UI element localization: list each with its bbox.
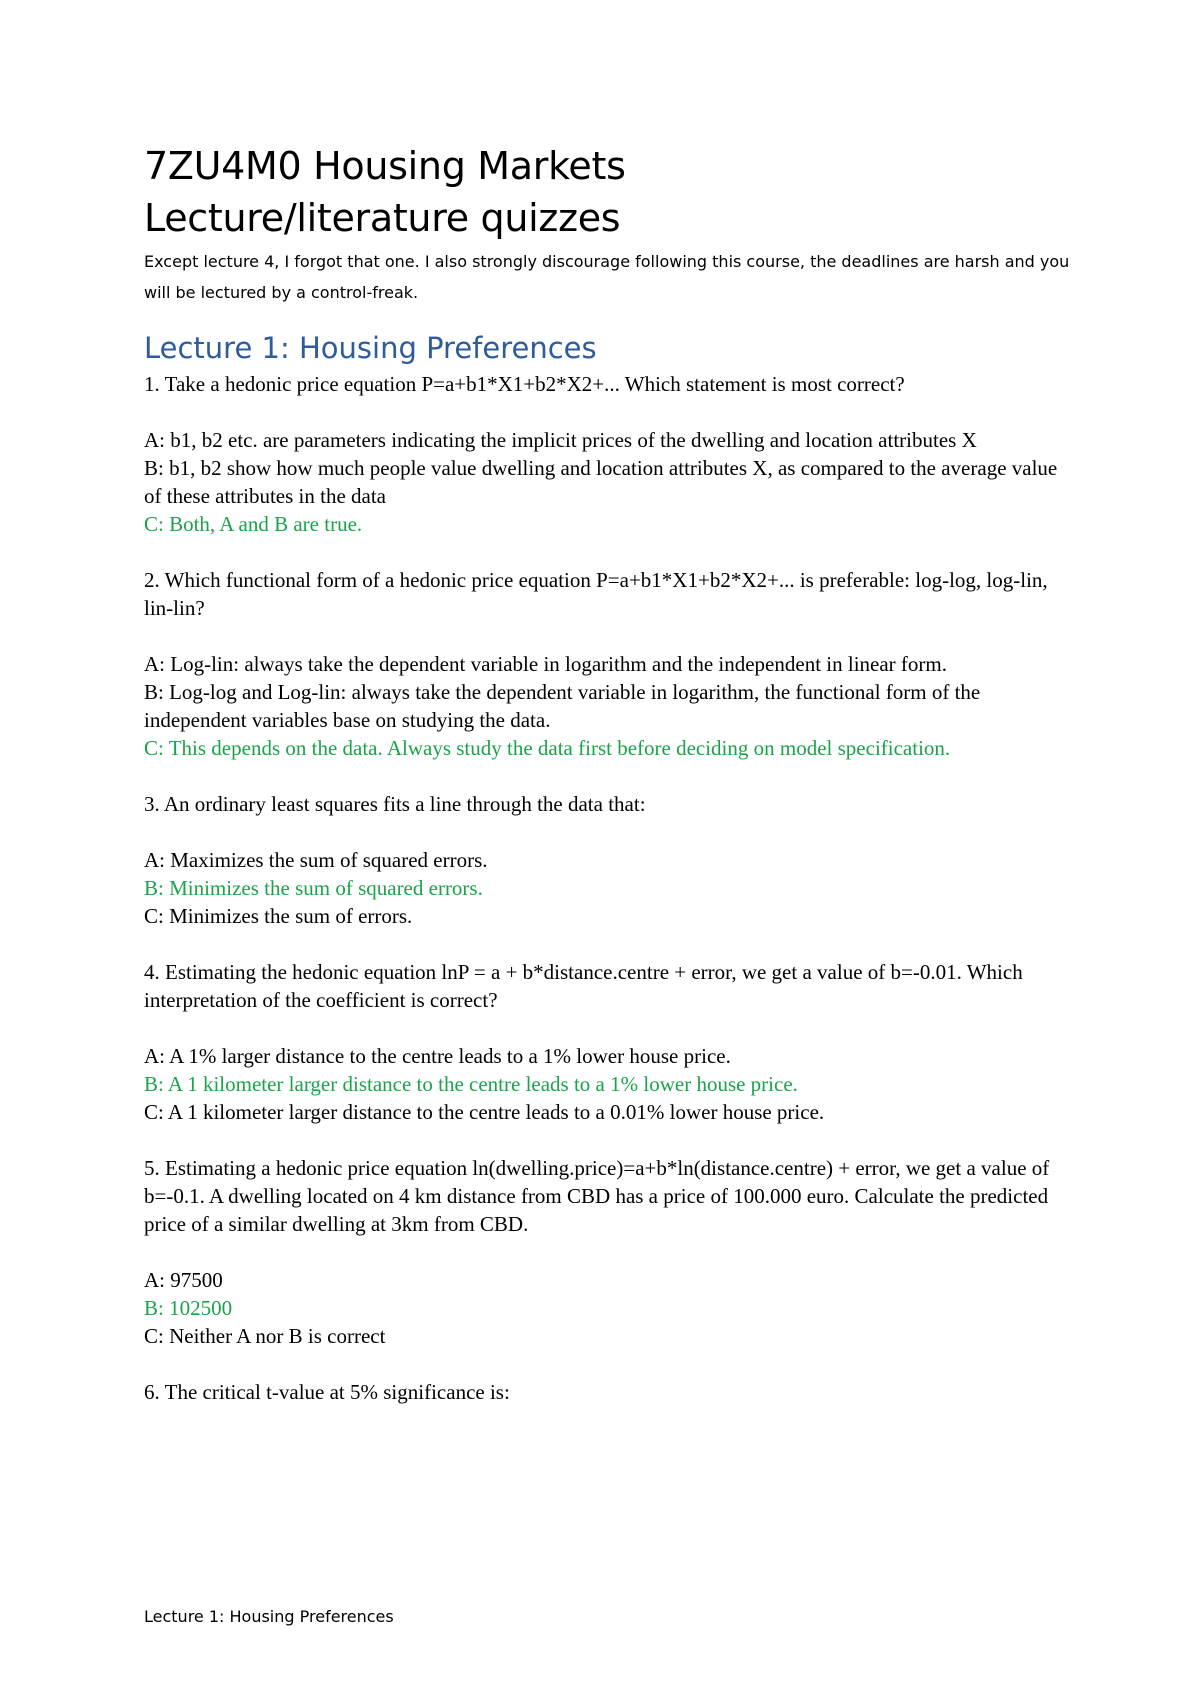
answer-option: C: Minimizes the sum of errors. <box>144 904 413 928</box>
answer-option: A: A 1% larger distance to the centre leads to a 1% lower house price. <box>144 1044 731 1068</box>
answer-option-correct: C: This depends on the data. Always study the data first before deciding on model specification. <box>144 736 951 760</box>
answer-option: A: Log-lin: always take the dependent variable in logarithm and the independent in linear form. <box>144 652 947 676</box>
intro-text: Except lecture 4, I forgot that one. I also strongly discourage following this course, the deadlines are harsh and you will be lectured by a control-freak. <box>144 252 1070 302</box>
document-title <box>144 140 1074 244</box>
answer-option: B: b1, b2 show how much people value dwelling and location attributes X, as compared to the average value of these attributes in the data <box>144 456 1058 508</box>
answer-option-correct: C: Both, A and B are true. <box>144 512 363 536</box>
question-stem: 4. Estimating the hedonic equation lnP = a + b*distance.centre + error, we get a value of b=-0.01. Which interpretation of the coefficient is correct? <box>144 960 1023 1012</box>
title-line-1: 7ZU4M0 Housing Markets <box>144 144 626 188</box>
answer-option: A: b1, b2 etc. are parameters indicating the implicit prices of the dwelling and location attributes X <box>144 428 977 452</box>
title-line-2: Lecture/literature quizzes <box>144 196 621 240</box>
answer-option: A: 97500 <box>144 1268 223 1292</box>
question-stem: 5. Estimating a hedonic price equation ln(dwelling.price)=a+b*ln(distance.centre) + error, we get a value of b=-0.1. A dwelling located on 4 km distance from CBD has a price of 100.000 euro. Calculate the predicted price of a similar dwelling at 3km from CBD. <box>144 1156 1050 1236</box>
answer-option: C: A 1 kilometer larger distance to the centre leads to a 0.01% lower house price. <box>144 1100 825 1124</box>
question-stem: 1. Take a hedonic price equation P=a+b1*X1+b2*X2+... Which statement is most correct? <box>144 372 905 396</box>
question-block <box>144 1154 1074 1350</box>
question-block <box>144 1378 1074 1406</box>
question-stem: 3. An ordinary least squares fits a line through the data that: <box>144 792 646 816</box>
page-footer: Lecture 1: Housing Preferences <box>144 1607 394 1626</box>
question-block <box>144 790 1074 930</box>
answer-option-correct: B: A 1 kilometer larger distance to the centre leads to a 1% lower house price. <box>144 1072 798 1096</box>
question-stem: 6. The critical t-value at 5% significance is: <box>144 1380 510 1404</box>
answer-option: B: Log-log and Log-lin: always take the dependent variable in logarithm, the functional form of the independent variables base on studying the data. <box>144 680 981 732</box>
answer-option-correct: B: 102500 <box>144 1296 233 1320</box>
question-stem: 2. Which functional form of a hedonic price equation P=a+b1*X1+b2*X2+... is preferable: log-log, log-lin, lin-lin? <box>144 568 1048 620</box>
answer-option: C: Neither A nor B is correct <box>144 1324 386 1348</box>
answer-option: A: Maximizes the sum of squared errors. <box>144 848 488 872</box>
question-block <box>144 958 1074 1126</box>
answer-option-correct: B: Minimizes the sum of squared errors. <box>144 876 483 900</box>
question-block <box>144 370 1074 538</box>
question-block <box>144 566 1074 762</box>
questions-list <box>144 370 1074 1434</box>
section-heading: Lecture 1: Housing Preferences <box>144 331 597 365</box>
